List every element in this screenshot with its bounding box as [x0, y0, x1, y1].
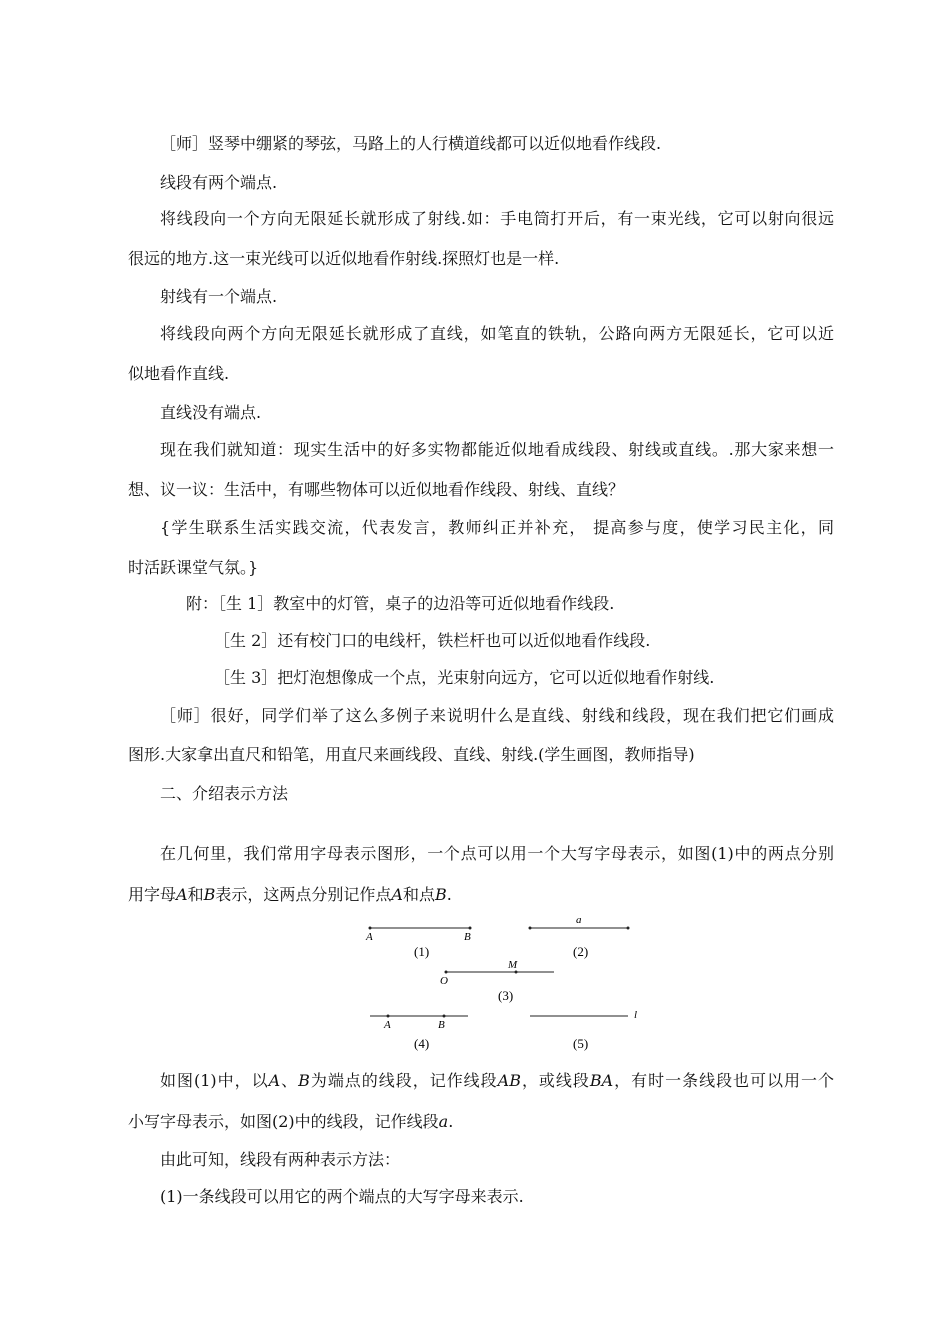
fig5-caption: (5): [573, 1036, 589, 1051]
figure-1-segment-ab: [365, 927, 472, 960]
figure-2-segment-a: [529, 914, 630, 959]
fig4-caption: (4): [414, 1036, 430, 1051]
fig3-label-o: O: [440, 975, 448, 987]
paragraph-geometry-letters-line2: 用字母A和B表示，这两点分别记作点A和点B.: [128, 885, 452, 904]
figure-4-line-ab: [370, 1015, 468, 1052]
fig4-label-b: B: [438, 1019, 445, 1031]
paragraph-method-1: (1)一条线段可以用它的两个端点的大写字母来表示.: [160, 1187, 524, 1206]
fig2-label-a: a: [576, 914, 582, 926]
paragraph-geometry-letters-line1: 在几何里，我们常用字母表示图形，一个点可以用一个大写字母表示，如图(1)中的两点分别: [160, 844, 834, 863]
paragraph-line-line1: 将线段向两个方向无限延长就形成了直线，如笔直的铁轨，公路向两方无限延长，它可以近: [160, 324, 834, 343]
paragraph-teacher-praise-line2: 图形.大家拿出直尺和铅笔，用直尺来画线段、直线、射线.(学生画图，教师指导): [128, 745, 695, 764]
paragraph-line-line2: 似地看作直线.: [128, 364, 230, 383]
paragraph-student-exchange-line1: {学生联系生活实践交流，代表发言，教师纠正并补充， 提高参与度，使学习民主化，同: [160, 518, 834, 537]
section-heading-notation: 二、介绍表示方法: [160, 784, 289, 803]
paragraph-student-3: ［生 3］把灯泡想像成一个点，光束射向远方，它可以近似地看作射线.: [214, 668, 715, 687]
paragraph-ray-line1: 将线段向一个方向无限延长就形成了射线.如：手电筒打开后，有一束光线，它可以射向很远: [160, 209, 834, 228]
figure-5-line-l: [530, 1009, 637, 1051]
fig1-label-b: B: [464, 931, 471, 943]
fig1-label-a: A: [366, 931, 373, 943]
fig4-label-a: A: [384, 1019, 391, 1031]
paragraph-line-no-endpoint: 直线没有端点.: [160, 403, 262, 422]
paragraph-student-exchange-line2: 时活跃课堂气氛。}: [128, 558, 259, 577]
fig1-caption: (1): [414, 944, 430, 959]
fig3-caption: (3): [498, 988, 514, 1003]
fig2-caption: (2): [573, 944, 589, 959]
figure-3-ray-om: [440, 959, 554, 1003]
paragraph-think-line1: 现在我们就知道：现实生活中的好多实物都能近似地看成线段、射线或直线。.那大家来想一: [160, 440, 834, 459]
paragraph-segment-notation-line1: 如图(1)中，以A、B为端点的线段，记作线段AB，或线段BA，有时一条线段也可以用一个: [160, 1071, 834, 1090]
paragraph-segment-endpoints: 线段有两个端点.: [160, 173, 278, 192]
fig5-label-l: l: [634, 1009, 638, 1021]
paragraph-two-methods: 由此可知，线段有两种表示方法：: [160, 1150, 401, 1169]
paragraph-ray-endpoint: 射线有一个端点.: [160, 287, 278, 306]
paragraph-teacher-segment: ［师］竖琴中绷紧的琴弦，马路上的人行横道线都可以近似地看作线段.: [160, 134, 662, 153]
paragraph-teacher-praise-line1: ［师］很好，同学们举了这么多例子来说明什么是直线、射线和线段，现在我们把它们画成: [160, 706, 834, 725]
paragraph-ray-line2: 很远的地方.这一束光线可以近似地看作射线.探照灯也是一样.: [128, 249, 560, 268]
geometry-figures: [360, 910, 660, 1060]
fig3-label-m: M: [508, 959, 518, 971]
paragraph-think-line2: 想、议一议：生活中，有哪些物体可以近似地看作线段、射线、直线？: [128, 480, 625, 499]
paragraph-student-1: 附：［生 1］教室中的灯管，桌子的边沿等可近似地看作线段.: [186, 594, 615, 613]
paragraph-student-2: ［生 2］还有校门口的电线杆，铁栏杆也可以近似地看作线段.: [214, 631, 651, 650]
paragraph-segment-notation-line2: 小写字母表示，如图(2)中的线段，记作线段a.: [128, 1112, 454, 1131]
